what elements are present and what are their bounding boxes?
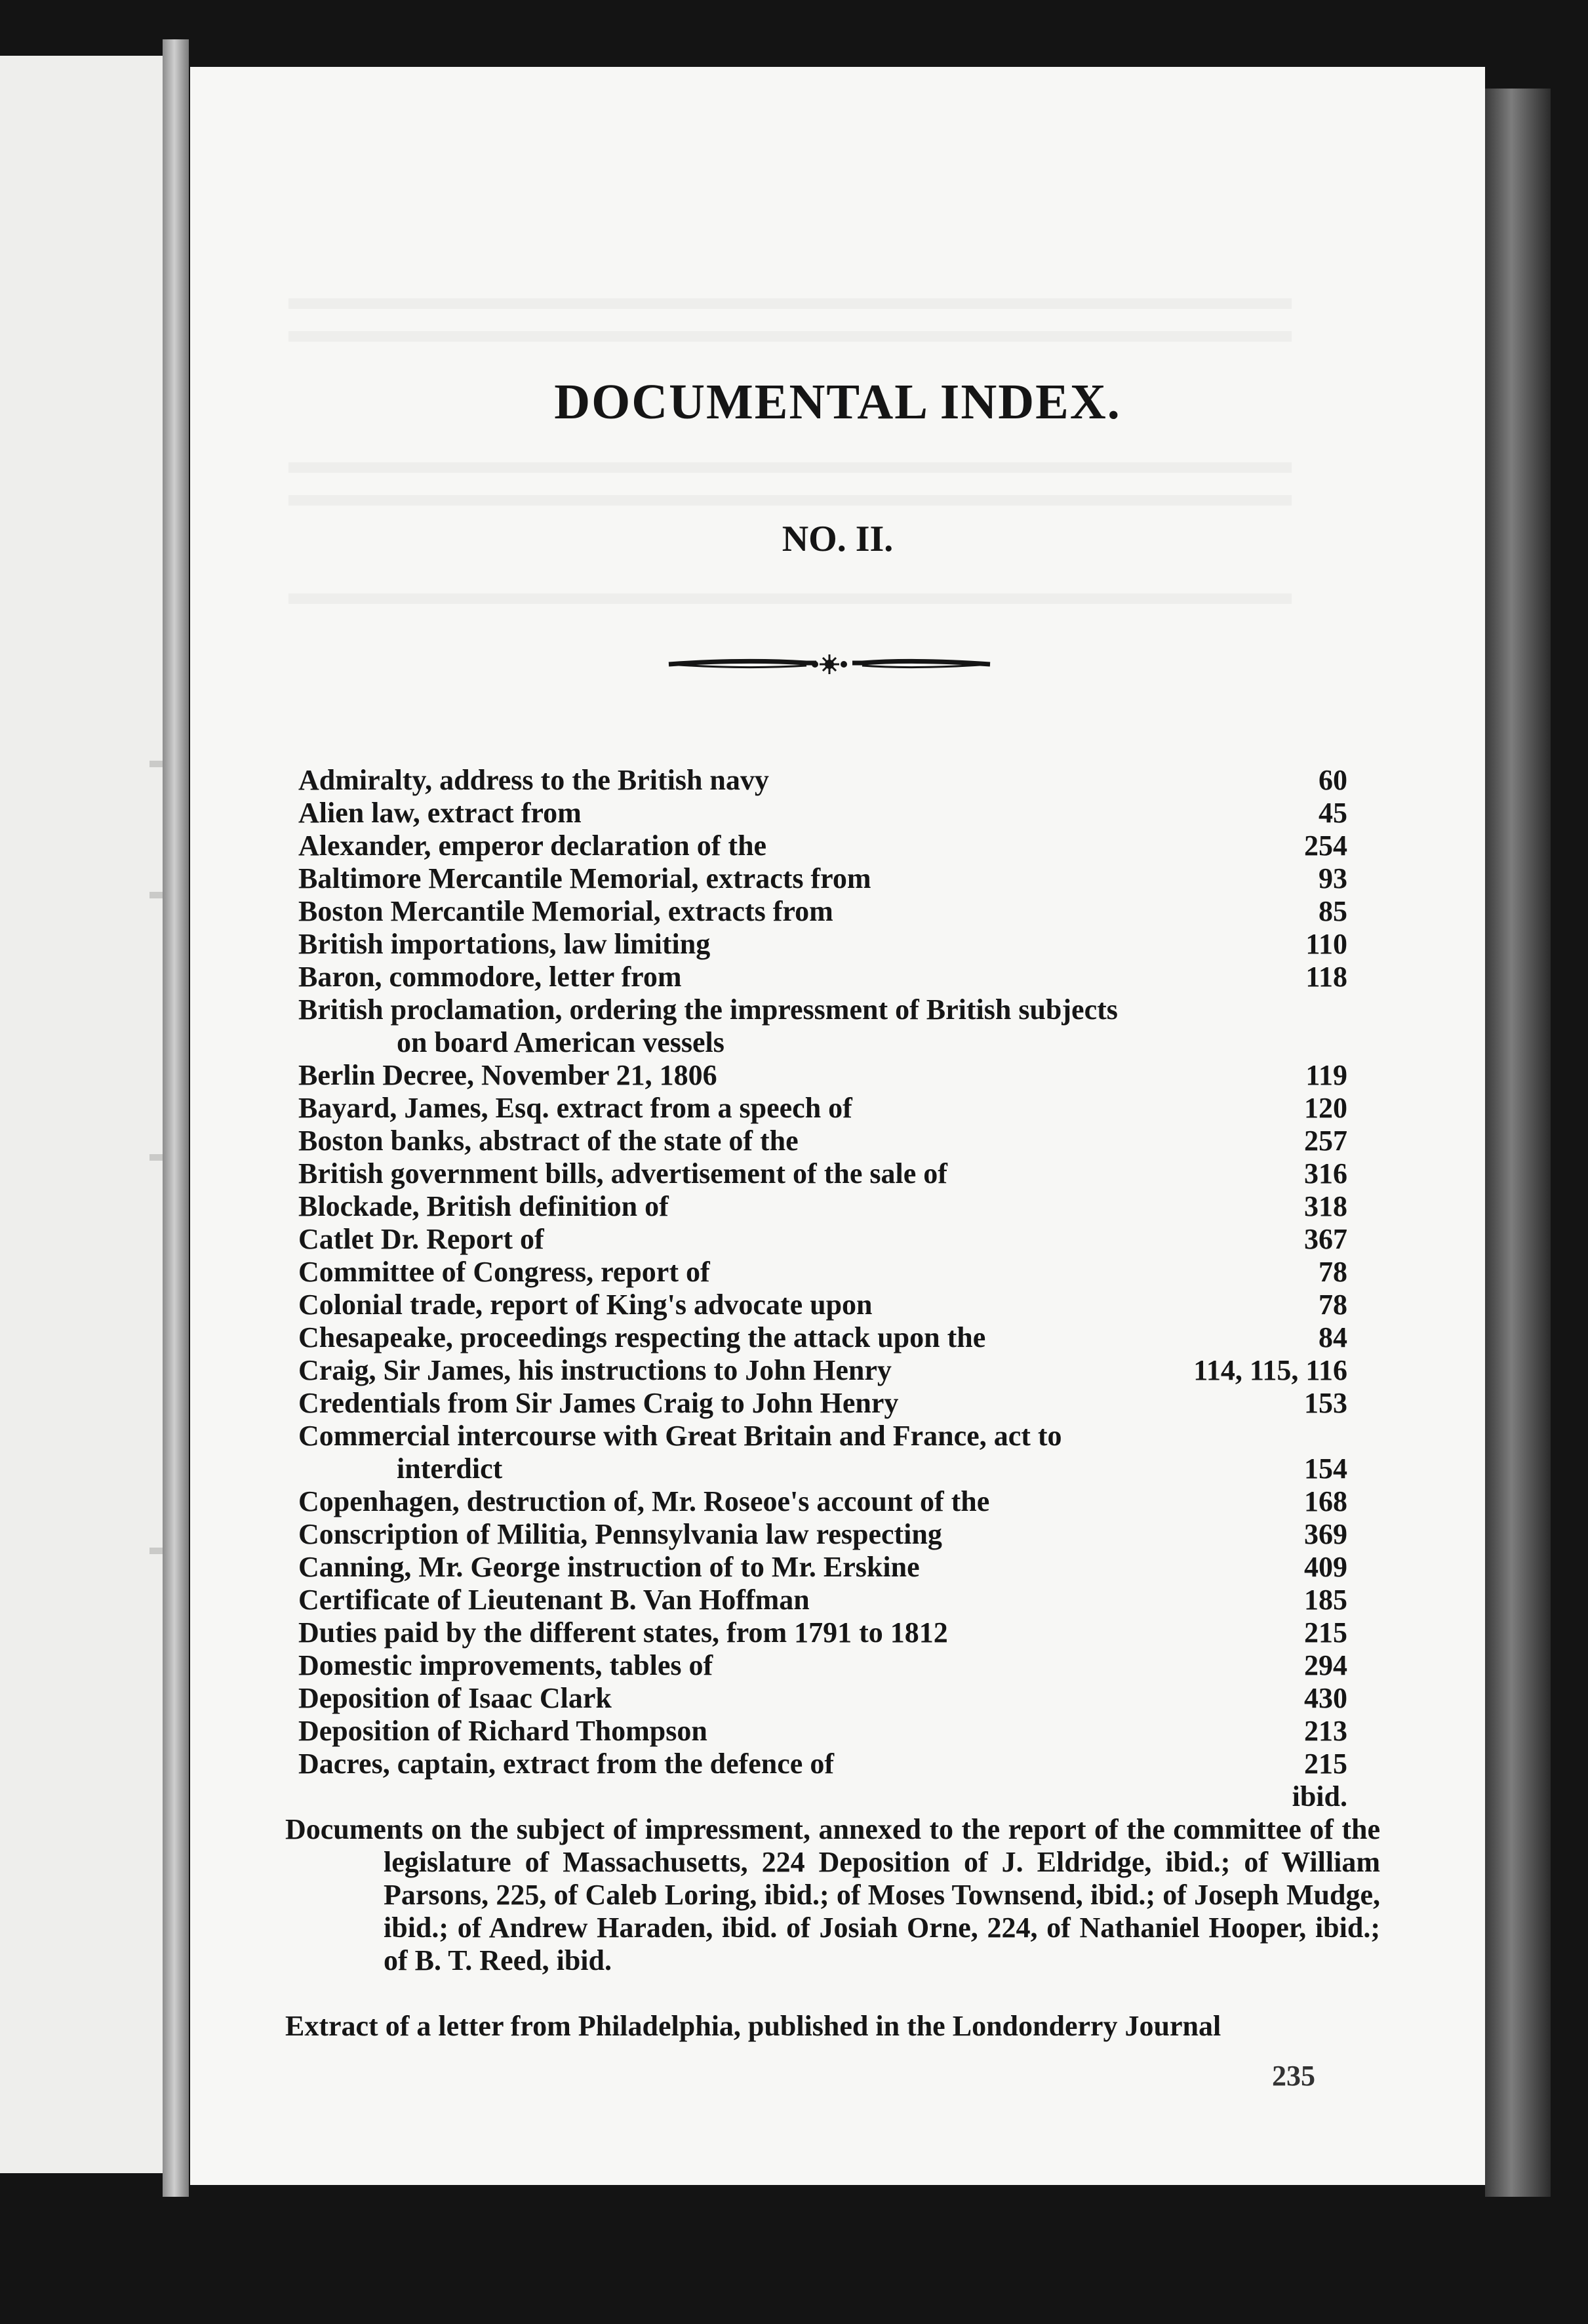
entry-text: Chesapeake, proceedings respecting the attack upon the <box>298 1321 986 1353</box>
entry-page: 119 <box>1305 1059 1347 1091</box>
entry-text: Deposition of Isaac Clark <box>298 1682 612 1714</box>
page-edge-shadow <box>1485 89 1551 2197</box>
index-entry <box>298 1157 1347 1190</box>
facing-page-mark <box>149 1154 163 1161</box>
entry-page: 110 <box>1305 928 1347 960</box>
entry-text: Canning, Mr. George instruction of to Mr. Erskine <box>298 1551 920 1583</box>
entry-page: 215 <box>1304 1748 1347 1780</box>
index-entry <box>298 1256 1347 1289</box>
index-entry <box>298 1485 1347 1518</box>
index-entry <box>298 1780 1347 1813</box>
entry-continuation: on board American vessels <box>397 1026 725 1058</box>
bleed-through-line <box>288 331 1292 342</box>
documents-entry: Documents on the subject of impressment, annexed to the report of the committee of the legislature of Massachusetts, 224 Deposition of J. Eldridge, ibid.; of William Parsons, 225, of Caleb Loring, ibid.; of Moses Townsend, ibid.; of Joseph Mudge, ibid.; of Andrew Haraden, ibid. of Josiah Orne, 224, of Nathaniel Hooper, ibid.; of B. T. Reed, ibid. <box>285 1813 1380 1976</box>
entry-page: 213 <box>1304 1715 1347 1747</box>
index-entry <box>298 1616 1347 1649</box>
entry-page: 118 <box>1305 961 1347 993</box>
entry-page: 154 <box>1304 1452 1347 1485</box>
page-subtitle: NO. II. <box>782 519 894 559</box>
decorative-rule <box>665 649 993 679</box>
book-gutter <box>163 39 189 2197</box>
index-entry <box>298 1321 1347 1354</box>
index-entry <box>298 1682 1347 1715</box>
page-title: DOCUMENTAL INDEX. <box>554 374 1121 430</box>
index-entry <box>298 993 1347 1058</box>
entry-text: Boston banks, abstract of the state of the <box>298 1125 799 1157</box>
index-entry <box>298 1551 1347 1584</box>
entry-page: 60 <box>1319 764 1347 796</box>
entry-page: 430 <box>1304 1682 1347 1714</box>
bleed-through-line <box>288 298 1292 309</box>
index-entry <box>298 1387 1347 1420</box>
flourish-icon <box>812 654 847 674</box>
entry-text: Baltimore Mercantile Memorial, extracts from <box>298 862 871 894</box>
entry-page: 185 <box>1304 1584 1347 1616</box>
entry-page: 369 <box>1304 1518 1347 1550</box>
entry-text: Colonial trade, report of King's advocate upon <box>298 1289 873 1321</box>
entry-text: Credentials from Sir James Craig to John Henry <box>298 1387 899 1419</box>
index-entry <box>298 1289 1347 1321</box>
index-entry <box>298 1223 1347 1256</box>
entry-text: Duties paid by the different states, from 1791 to 1812 <box>298 1616 948 1649</box>
index-entry <box>298 1190 1347 1223</box>
index-entry <box>298 797 1347 830</box>
entry-text: Berlin Decree, November 21, 1806 <box>298 1059 717 1091</box>
entry-page: 114, 115, 116 <box>1193 1354 1347 1386</box>
entry-page: 84 <box>1319 1321 1347 1353</box>
entry-page: 409 <box>1304 1551 1347 1583</box>
facing-page-edge <box>0 56 163 2173</box>
bleed-through-line <box>288 462 1292 473</box>
facing-page-mark <box>149 761 163 767</box>
entry-text: Alexander, emperor declaration of the <box>298 830 767 862</box>
index-entry <box>298 1748 1347 1780</box>
entry-page: 45 <box>1319 797 1347 829</box>
index-entry <box>298 1125 1347 1157</box>
index-entry <box>298 1715 1347 1748</box>
entry-text: Bayard, James, Esq. extract from a speech of <box>298 1092 852 1124</box>
entry-text: Admiralty, address to the British navy <box>298 764 769 796</box>
entry-page: 254 <box>1304 830 1347 862</box>
entry-page: 85 <box>1319 895 1347 927</box>
page-number: 235 <box>1272 2060 1315 2092</box>
index-entry <box>298 1584 1347 1616</box>
entry-page: 153 <box>1304 1387 1347 1419</box>
entry-page: 120 <box>1304 1092 1347 1124</box>
entry-text: Dacres, captain, extract from the defence of <box>298 1748 834 1780</box>
index-entry <box>298 961 1347 993</box>
bleed-through-line <box>288 593 1292 604</box>
entry-page: 215 <box>1304 1616 1347 1649</box>
extract-entry: Extract of a letter from Philadelphia, published in the Londonderry Journal <box>285 2010 1221 2042</box>
entry-page: 316 <box>1304 1157 1347 1190</box>
index-entry <box>298 1092 1347 1125</box>
entry-page: ibid. <box>1292 1780 1347 1813</box>
entry-text: Boston Mercantile Memorial, extracts from <box>298 895 833 927</box>
entry-text: Craig, Sir James, his instructions to John Henry <box>298 1354 892 1386</box>
entry-text: British government bills, advertisement of the sale of <box>298 1157 947 1190</box>
index-entry <box>298 764 1347 797</box>
entry-text: Domestic improvements, tables of <box>298 1649 713 1681</box>
entry-page: 93 <box>1319 862 1347 894</box>
entry-page: 367 <box>1304 1223 1347 1255</box>
entry-text: Committee of Congress, report of <box>298 1256 710 1288</box>
entry-text: Alien law, extract from <box>298 797 582 829</box>
index-entry <box>298 1649 1347 1682</box>
bleed-through-line <box>288 495 1292 506</box>
entry-text: Copenhagen, destruction of, Mr. Roseoe's account of the <box>298 1485 990 1517</box>
index-entry <box>298 1518 1347 1551</box>
entry-page: 168 <box>1304 1485 1347 1517</box>
index-entry <box>298 1059 1347 1092</box>
entry-text: Blockade, British definition of <box>298 1190 669 1222</box>
entry-page: 257 <box>1304 1125 1347 1157</box>
index-entry <box>298 895 1347 928</box>
entry-text: Catlet Dr. Report of <box>298 1223 544 1255</box>
index-entry <box>298 862 1347 895</box>
entry-text: Commercial intercourse with Great Britain and France, act to <box>298 1420 1062 1452</box>
entry-page: 294 <box>1304 1649 1347 1681</box>
entry-text: Baron, commodore, letter from <box>298 961 682 993</box>
index-entry <box>298 830 1347 862</box>
entry-page: 318 <box>1304 1190 1347 1222</box>
entry-text: British importations, law limiting <box>298 928 711 960</box>
facing-page-mark <box>149 892 163 898</box>
index-entry <box>298 1354 1347 1387</box>
entry-page: 78 <box>1319 1289 1347 1321</box>
index-entry <box>298 928 1347 961</box>
entry-text: British proclamation, ordering the impressment of British subjects <box>298 993 1118 1026</box>
facing-page-mark <box>149 1548 163 1554</box>
entry-continuation: interdict <box>397 1452 503 1485</box>
index-entry <box>298 1420 1347 1485</box>
entry-text: Deposition of Richard Thompson <box>298 1715 707 1747</box>
entry-text: Certificate of Lieutenant B. Van Hoffman <box>298 1584 810 1616</box>
entry-page: 78 <box>1319 1256 1347 1288</box>
entry-text: Conscription of Militia, Pennsylvania law respecting <box>298 1518 942 1550</box>
